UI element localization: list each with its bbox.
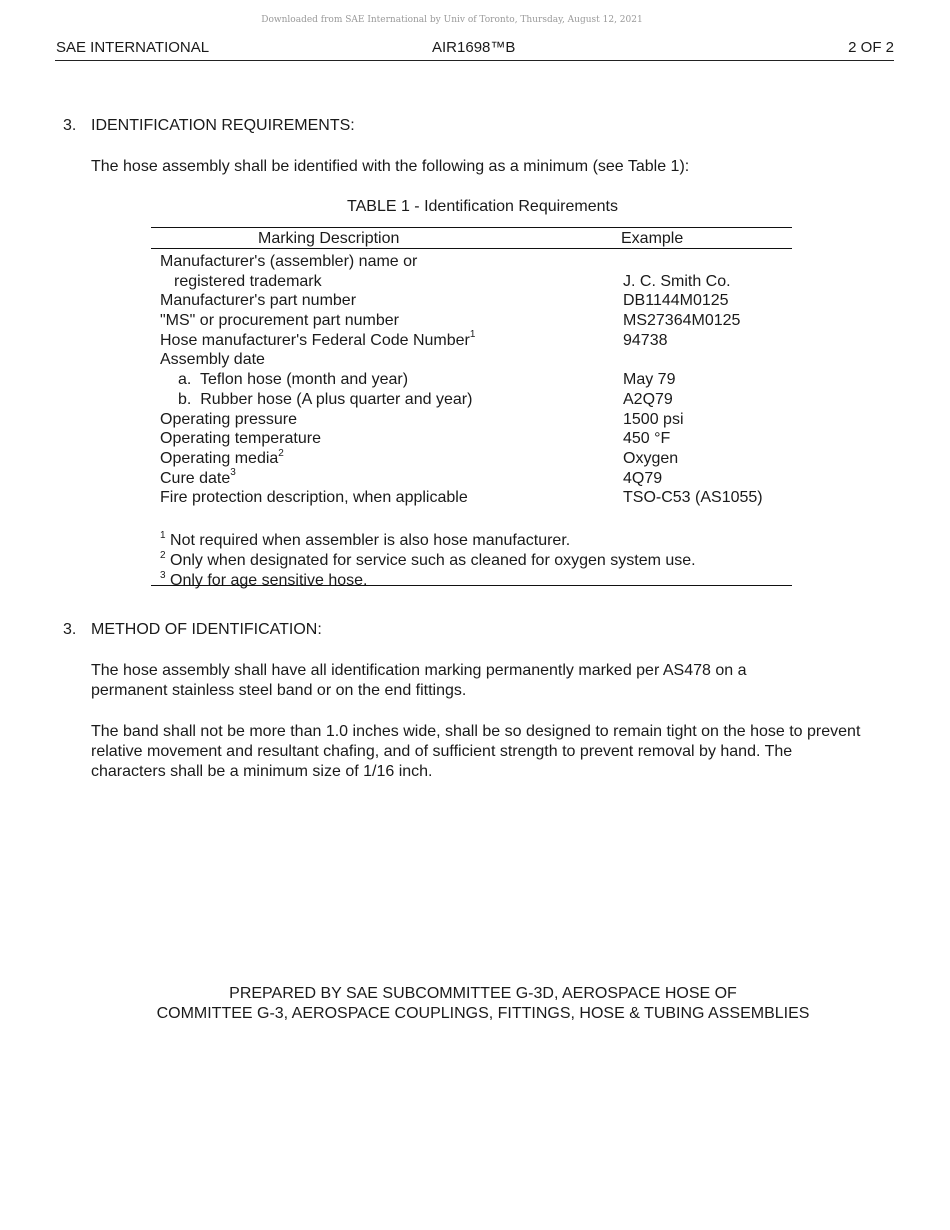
table-header-rule (151, 248, 792, 249)
footnote-text: Only for age sensitive hose. (170, 572, 368, 589)
row-example: TSO-C53 (AS1055) (623, 489, 763, 507)
table-row (160, 488, 792, 508)
row-example: A2Q79 (623, 390, 673, 408)
row-description: registered trademark (174, 272, 322, 290)
footnote (160, 531, 792, 551)
table-row (160, 350, 792, 370)
row-description: a. Teflon hose (month and year) (178, 371, 409, 389)
table-row (160, 291, 792, 311)
prepared-by-footer (0, 984, 950, 1024)
table-footnotes (160, 531, 792, 591)
section-title: IDENTIFICATION REQUIREMENTS: (91, 117, 355, 134)
row-description: Assembly date (160, 351, 265, 369)
footnote-mark: 2 (160, 549, 166, 561)
table-row (160, 410, 792, 430)
prepared-by-line: PREPARED BY SAE SUBCOMMITTEE G-3D, AEROSPACE HOSE OF (229, 985, 737, 1002)
table-row (160, 469, 792, 489)
table-row (160, 311, 792, 331)
row-description (160, 469, 236, 489)
section-number: 3. (63, 117, 77, 134)
row-description-text: Operating media (160, 449, 279, 467)
header-document-number: AIR1698™B (432, 39, 516, 56)
table-body (160, 252, 792, 508)
footnote-mark: 3 (230, 467, 236, 479)
footnote-text: Not required when assembler is also hose manufacturer. (170, 532, 571, 549)
footnote (160, 551, 792, 571)
row-description: Operating temperature (160, 430, 321, 448)
row-description: b. Rubber hose (A plus quarter and year) (178, 390, 473, 408)
identification-table (151, 227, 792, 587)
row-example: May 79 (623, 371, 676, 389)
header-page-number: 2 OF 2 (848, 39, 894, 56)
footnote-mark: 2 (278, 447, 284, 459)
page-header (55, 38, 894, 61)
column-header-description: Marking Description (258, 230, 400, 247)
footnote-mark: 1 (469, 329, 476, 341)
table-row (160, 429, 792, 449)
table-row (160, 390, 792, 410)
table-row (160, 272, 792, 292)
row-description (160, 331, 475, 351)
row-example: 1500 psi (623, 410, 684, 428)
section-heading-identification (63, 117, 355, 135)
table-caption: TABLE 1 - Identification Requirements (347, 198, 618, 215)
header-organization: SAE INTERNATIONAL (56, 39, 210, 56)
footnote (160, 571, 792, 591)
section-paragraph: The band shall not be more than 1.0 inches wide, shall be so designed to remain tight on the hose to prevent relative movement and resultant chafing, and of sufficient strength to prevent removal by hand. The characters shall be a minimum size of 1/16 inch. (91, 723, 861, 780)
prepared-by-line: COMMITTEE G-3, AEROSPACE COUPLINGS, FITTINGS, HOSE & TUBING ASSEMBLIES (156, 1005, 810, 1022)
row-description (160, 449, 284, 469)
section-paragraph: The hose assembly shall have all identification marking permanently marked per AS478 on a permanent stainless steel band or on the end fittings. (91, 662, 747, 699)
row-description: Operating pressure (160, 410, 297, 428)
row-example: 4Q79 (623, 469, 663, 487)
row-description-text: Hose manufacturer's Federal Code Number (160, 331, 470, 349)
table-row (160, 252, 792, 272)
download-watermark: Downloaded from SAE International by Univ of Toronto, Thursday, August 12, 2021 (261, 15, 643, 25)
table-top-rule (151, 227, 792, 228)
row-example: MS27364M0125 (623, 312, 741, 330)
section-number: 3. (63, 621, 77, 638)
row-example: J. C. Smith Co. (623, 272, 731, 290)
section-paragraph: The hose assembly shall be identified with the following as a minimum (see Table 1): (91, 158, 690, 175)
footnote-mark: 1 (160, 529, 166, 541)
footnote-text: Only when designated for service such as cleaned for oxygen system use. (170, 552, 696, 569)
column-header-example: Example (621, 230, 684, 247)
row-example: 450 °F (623, 430, 671, 448)
table-row (160, 331, 792, 351)
row-description: "MS" or procurement part number (160, 312, 400, 330)
section-title: METHOD OF IDENTIFICATION: (91, 621, 322, 638)
row-example: 94738 (623, 331, 668, 349)
table-row (160, 449, 792, 469)
row-description-text: Cure date (160, 469, 231, 487)
table-bottom-rule (151, 585, 792, 586)
section-heading-method (63, 621, 322, 639)
row-example: DB1144M0125 (623, 292, 729, 310)
table-row (160, 370, 792, 390)
row-example: Oxygen (623, 449, 679, 467)
row-description: Manufacturer's (assembler) name or (160, 253, 418, 270)
row-description: Fire protection description, when applicable (160, 489, 468, 507)
row-description: Manufacturer's part number (160, 292, 357, 310)
footnote-mark: 3 (160, 569, 166, 581)
